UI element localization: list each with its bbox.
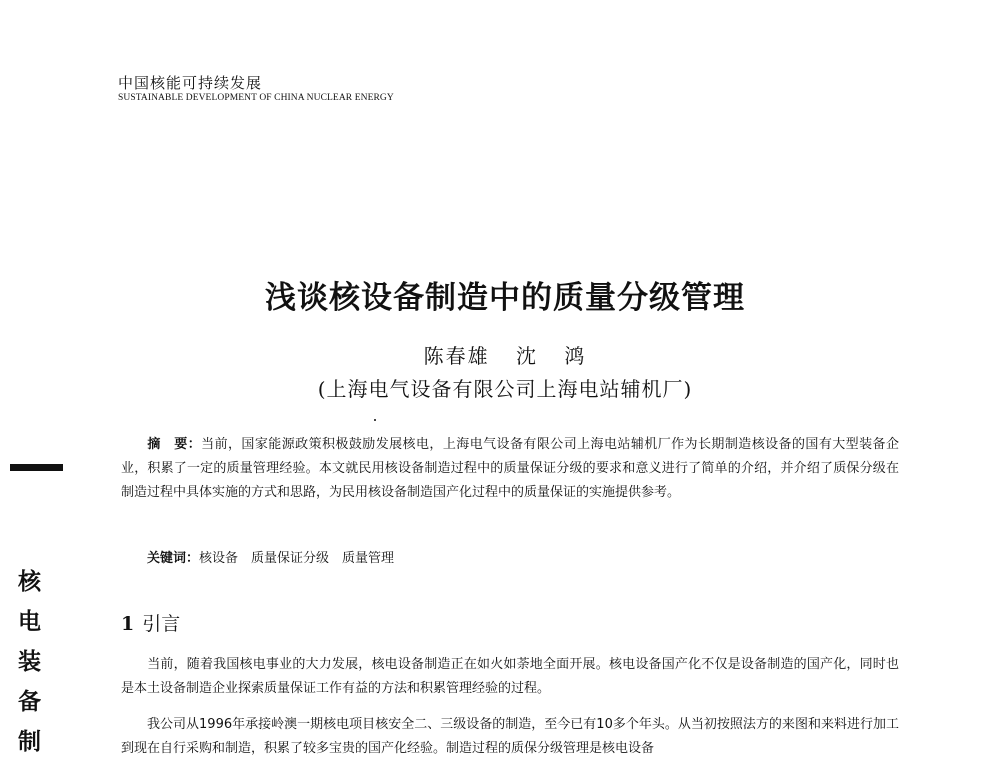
body-paragraph bbox=[121, 713, 899, 761]
side-section-label bbox=[18, 562, 58, 762]
abstract-text: 当前，国家能源政策积极鼓励发展核电，上海电气设备有限公司上海电站辅机厂作为长期制造核设备的国有大型装备企业，积累了一定的质量管理经验。本文就民用核设备制造过程中的质量保证分级的要求和意义进行了简单的介绍，并介绍了质保分级在制造过程中具体实施的方式和思路，为民用核设备制造国产化过程中的质量保证的实施提供参考。 bbox=[121, 437, 899, 500]
abstract-label: 摘 要： bbox=[147, 437, 202, 452]
article-authors: 陈春雄 沈 鸿 bbox=[423, 344, 587, 368]
section-heading bbox=[121, 609, 180, 636]
stray-dot bbox=[374, 419, 376, 421]
paragraph-text: 我公司从1996年承接岭澳一期核电项目核安全二、三级设备的制造，至今已有10多个年头。从当初按照法方的来图和来料进行加工到现在自行采购和制造，积累了较多宝贵的国产化经验。制造过程的质保分级管理是核电设备 bbox=[121, 717, 899, 756]
side-label-char: 备 bbox=[18, 688, 41, 715]
keywords-label: 关键词： bbox=[147, 551, 200, 566]
side-label-char: 装 bbox=[18, 648, 41, 675]
side-label-char: 电 bbox=[18, 608, 41, 635]
author-affiliation: (上海电气设备有限公司上海电站辅机厂) bbox=[317, 377, 693, 401]
side-marker-bar bbox=[10, 464, 63, 471]
keywords bbox=[121, 547, 899, 571]
journal-name-cn: 中国核能可持续发展 bbox=[118, 74, 263, 92]
abstract bbox=[121, 433, 899, 505]
paragraph-text: 当前，随着我国核电事业的大力发展，核电设备制造正在如火如荼地全面开展。核电设备国产化不仅是设备制造的国产化，同时也是本土设备制造企业探索质量保证工作有益的方法和积累管理经验的过程。 bbox=[121, 657, 899, 696]
side-label-char: 核 bbox=[18, 568, 41, 595]
keywords-text: 核设备 质量保证分级 质量管理 bbox=[199, 551, 395, 566]
article-title: 浅谈核设备制造中的质量分级管理 bbox=[265, 280, 745, 316]
side-label-char: 制 bbox=[18, 728, 41, 755]
section-number: 1 bbox=[121, 613, 135, 635]
section-title: 引言 bbox=[142, 613, 181, 635]
journal-name-en: SUSTAINABLE DEVELOPMENT OF CHINA NUCLEAR ENERGY bbox=[118, 93, 394, 103]
body-paragraph bbox=[121, 653, 899, 701]
